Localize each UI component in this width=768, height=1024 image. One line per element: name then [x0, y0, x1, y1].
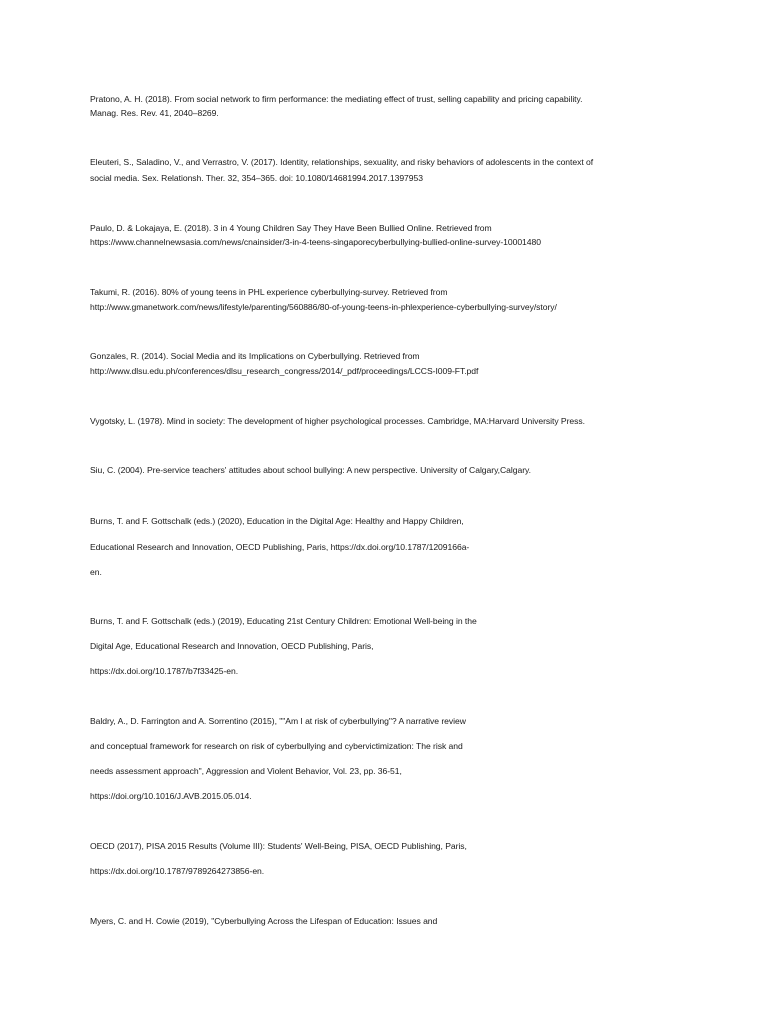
reference-10-line-4[interactable]: https://doi.org/10.1016/J.AVB.2015.05.014. — [90, 791, 252, 801]
reference-4-line-2[interactable]: http://www.gmanetwork.com/news/lifestyle/parenting/560886/80-of-young-teens-in-phlexperience-cyberbullying-survey/story/ — [90, 302, 557, 312]
reference-2-line-2: social media. Sex. Relationsh. Ther. 32, 354–365. doi: 10.1080/14681994.2017.1397953 — [90, 173, 423, 183]
reference-1-line-2: Manag. Res. Rev. 41, 2040–8269. — [90, 108, 219, 118]
reference-3-line-1: Paulo, D. & Lokajaya, E. (2018). 3 in 4 Young Children Say They Have Been Bullied Online. Retrieved from — [90, 223, 492, 233]
reference-11-line-2[interactable]: https://dx.doi.org/10.1787/9789264273856-en. — [90, 866, 265, 876]
reference-8-line-3: en. — [90, 567, 102, 577]
reference-4-line-1: Takumi, R. (2016). 80% of young teens in PHL experience cyberbullying-survey. Retrieved from — [90, 287, 448, 297]
reference-9-line-2: Digital Age, Educational Research and Innovation, OECD Publishing, Paris, — [90, 641, 374, 651]
reference-8-line-1: Burns, T. and F. Gottschalk (eds.) (2020), Education in the Digital Age: Healthy and Happy Children, — [90, 516, 464, 526]
reference-9-line-3[interactable]: https://dx.doi.org/10.1787/b7f33425-en. — [90, 666, 239, 676]
reference-3-line-2[interactable]: https://www.channelnewsasia.com/news/cnainsider/3-in-4-teens-singaporecyberbullying-bullied-online-survey-10001480 — [90, 237, 541, 247]
reference-5-line-2[interactable]: http://www.dlsu.edu.ph/conferences/dlsu_research_congress/2014/_pdf/proceedings/LCCS-I009-FT.pdf — [90, 366, 479, 376]
reference-10-line-3: needs assessment approach", Aggression and Violent Behavior, Vol. 23, pp. 36-51, — [90, 766, 402, 776]
reference-5-line-1: Gonzales, R. (2014). Social Media and its Implications on Cyberbullying. Retrieved from — [90, 351, 420, 361]
reference-10-line-2: and conceptual framework for research on risk of cyberbullying and cybervictimization: The risk and — [90, 741, 463, 751]
reference-12-line-1: Myers, C. and H. Cowie (2019), "Cyberbullying Across the Lifespan of Education: Issues and — [90, 916, 438, 926]
reference-9-line-1: Burns, T. and F. Gottschalk (eds.) (2019), Educating 21st Century Children: Emotional Well-being in the — [90, 616, 477, 626]
reference-7-line-1: Siu, C. (2004). Pre-service teachers' attitudes about school bullying: A new perspective. University of Calgary,Calgary. — [90, 465, 531, 475]
reference-6-line-1: Vygotsky, L. (1978). Mind in society: The development of higher psychological processes. Cambridge, MA:Harvard University Press. — [90, 416, 585, 426]
reference-8-line-2: Educational Research and Innovation, OECD Publishing, Paris, https://dx.doi.org/10.1787/1209166a- — [90, 542, 470, 552]
reference-1-line-1: Pratono, A. H. (2018). From social network to firm performance: the mediating effect of trust, selling capability and pricing capability. — [90, 94, 583, 104]
reference-2-line-1: Eleuteri, S., Saladino, V., and Verrastro, V. (2017). Identity, relationships, sexuality, and risky behaviors of adolescents in the context of — [90, 157, 594, 167]
reference-11-line-1: OECD (2017), PISA 2015 Results (Volume III): Students' Well-Being, PISA, OECD Publishing, Paris, — [90, 841, 467, 851]
reference-10-line-1: Baldry, A., D. Farrington and A. Sorrentino (2015), ""Am I at risk of cyberbullying"? A narrative review — [90, 716, 466, 726]
